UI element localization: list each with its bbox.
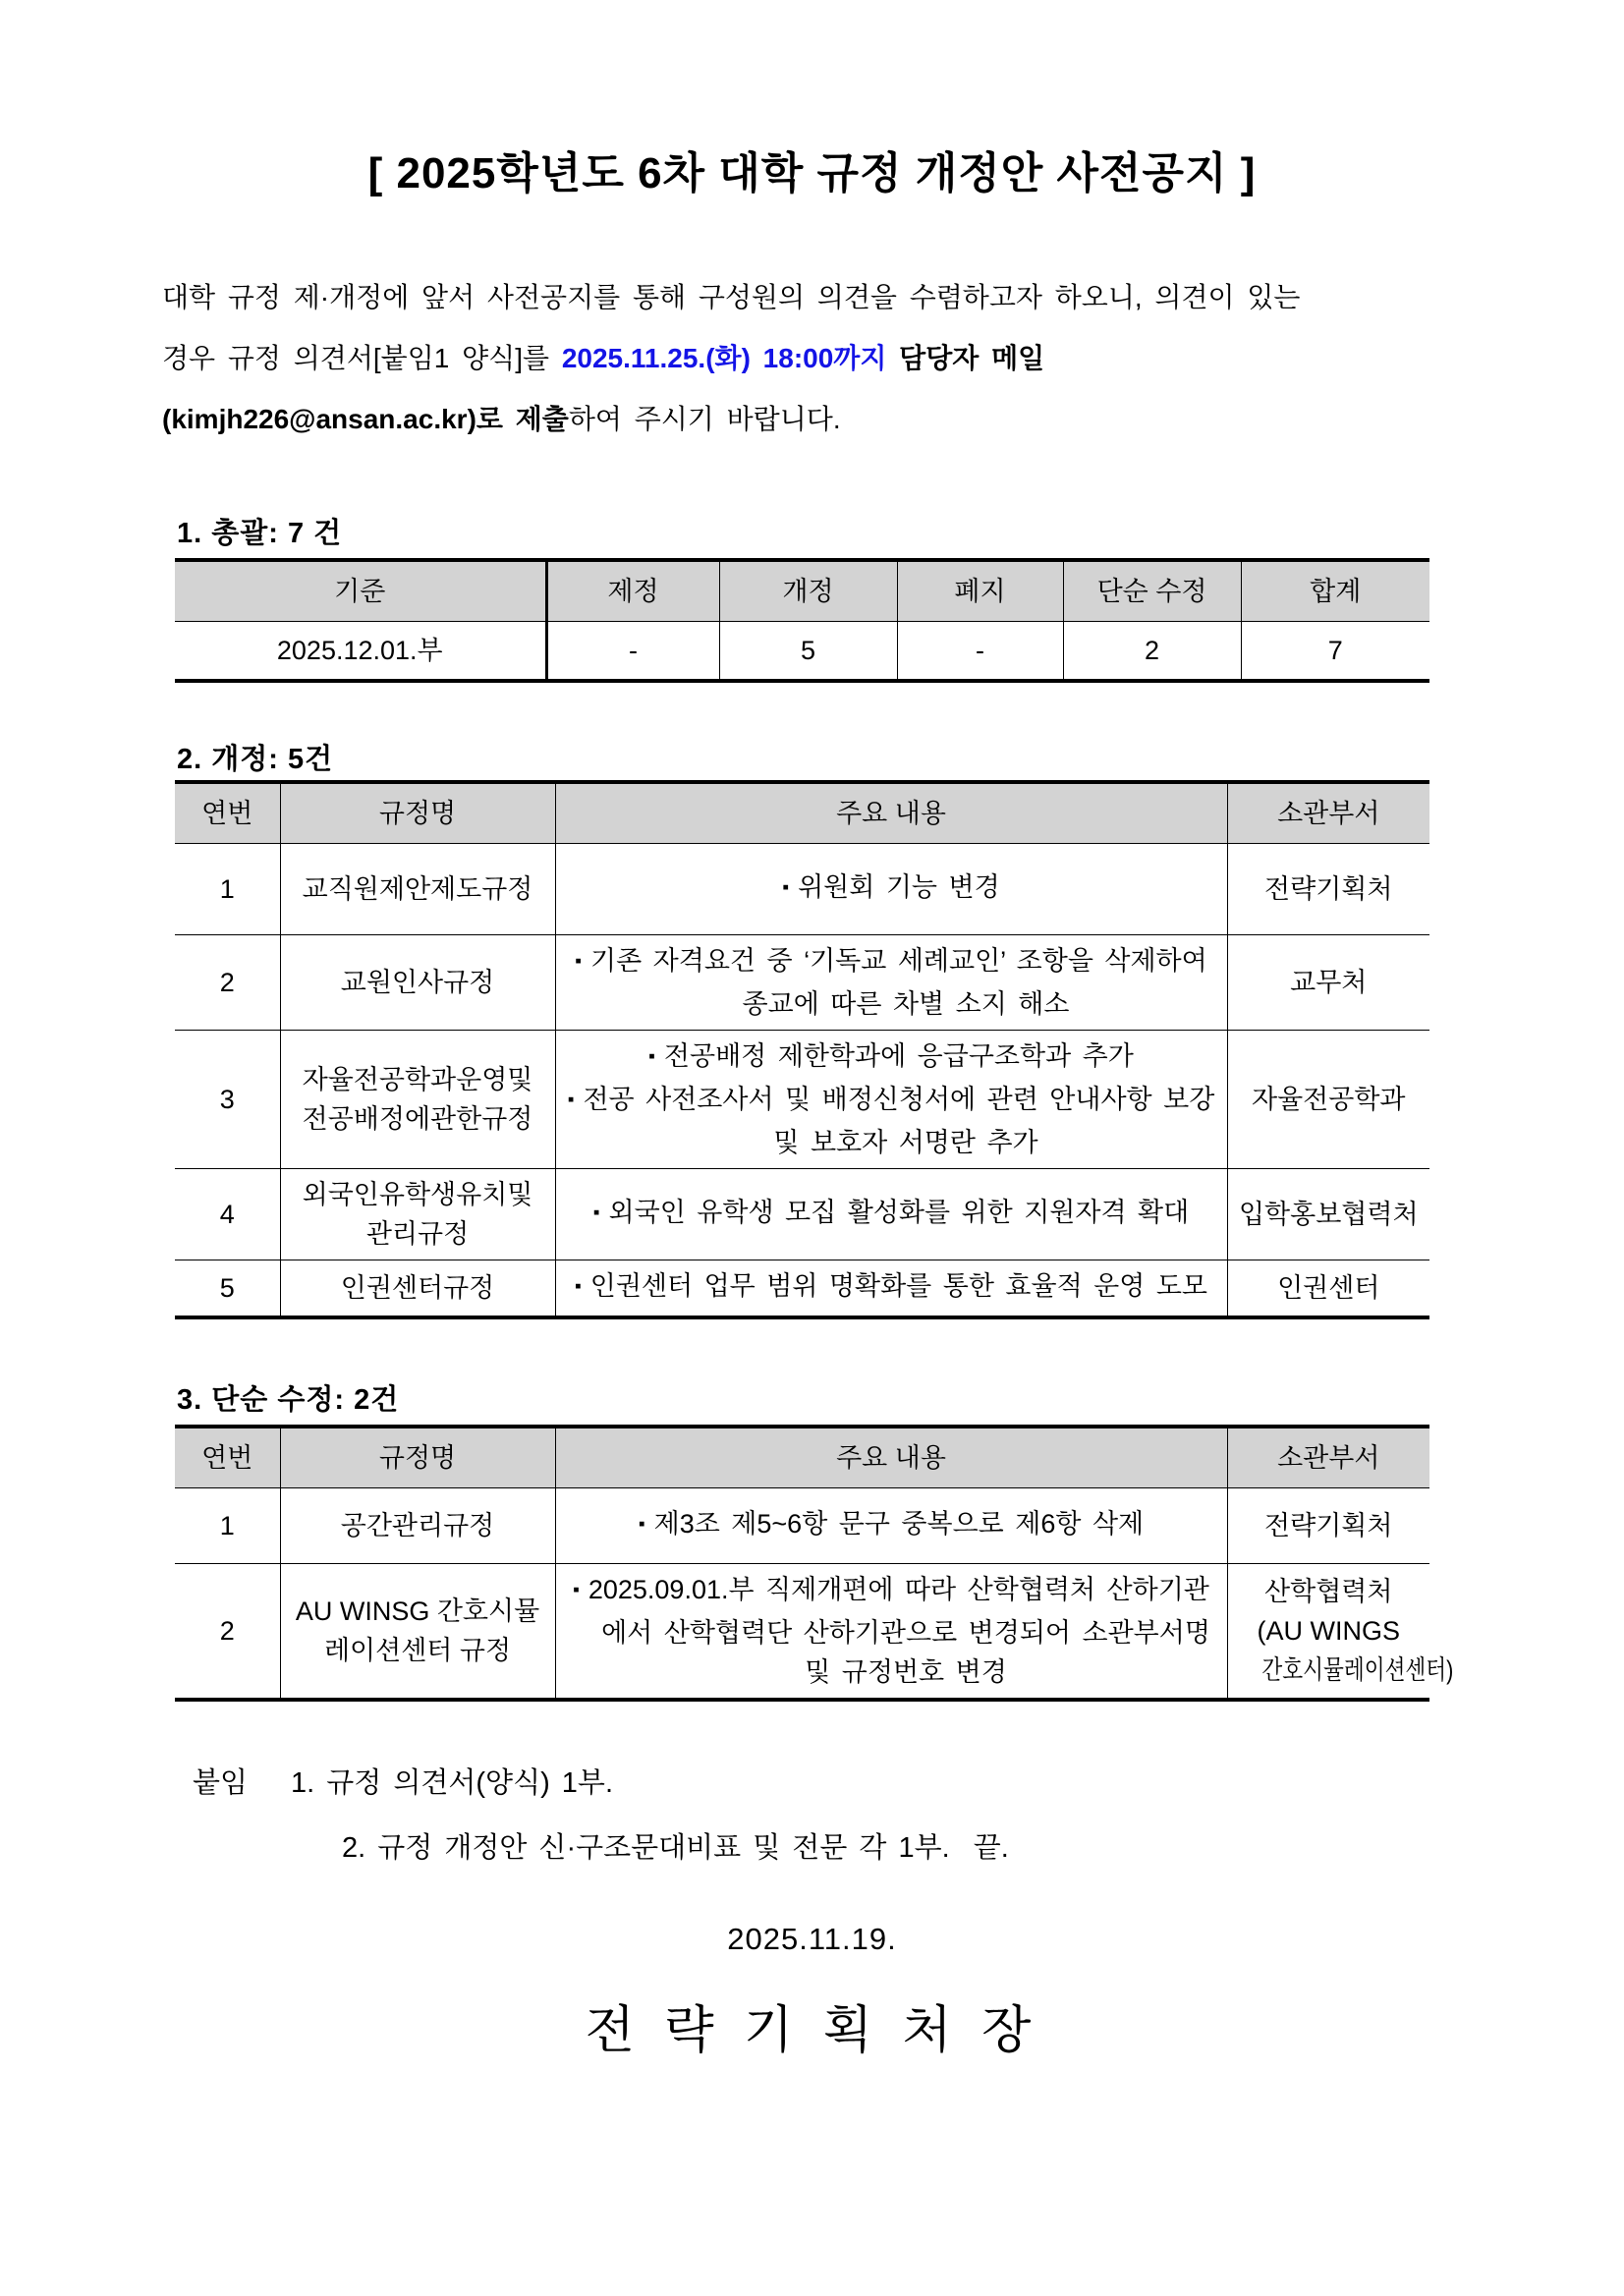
department: 전략기획처 <box>1227 1488 1429 1564</box>
section-3-heading: 3. 단순 수정: 2건 <box>177 1384 400 1416</box>
main-content: ▪ 제3조 제5~6항 문구 중복으로 제6항 삭제 <box>555 1488 1227 1564</box>
column-header-no: 연번 <box>175 1427 280 1488</box>
main-content: ▪ 인권센터 업무 범위 명확화를 통한 효율적 운영 도모 <box>555 1260 1227 1318</box>
column-header-content: 주요 내용 <box>555 782 1227 844</box>
row-number: 3 <box>175 1031 280 1169</box>
regulation-name: 외국인유학생유치및관리규정 <box>280 1169 555 1260</box>
department: 인권센터 <box>1227 1260 1429 1318</box>
department: 입학홍보협력처 <box>1227 1169 1429 1260</box>
bullet-icon: ▪ <box>592 1203 600 1223</box>
column-header-abolished: 폐지 <box>897 560 1063 622</box>
column-header-regulation: 규정명 <box>280 782 555 844</box>
intro-line-2-post: 담당자 메일 <box>886 343 1045 373</box>
regulation-name: 인권센터규정 <box>280 1260 555 1318</box>
summary-total-count: 7 <box>1241 622 1429 682</box>
column-header-total: 합계 <box>1241 560 1429 622</box>
main-content: ▪ 외국인 유학생 모집 활성화를 위한 지원자격 확대 <box>555 1169 1227 1260</box>
regulation-name: 교원인사규정 <box>280 935 555 1031</box>
row-number: 2 <box>175 935 280 1031</box>
simple-edits-table <box>175 1425 1453 1702</box>
summary-enacted-count: - <box>546 622 719 682</box>
intro-line-3-rest: 하여 주시기 바랍니다. <box>568 404 841 434</box>
deadline-text: 2025.11.25.(화) 18:00까지 <box>561 343 887 373</box>
table-row <box>175 1488 1429 1564</box>
summary-revised-count: 5 <box>719 622 897 682</box>
department: 자율전공학과 <box>1227 1031 1429 1169</box>
column-header-department: 소관부서 <box>1227 782 1429 844</box>
attachment-line-2: 2. 규정 개정안 신·구조문대비표 및 전문 각 1부. 끝. <box>342 1832 1009 1864</box>
department: 교무처 <box>1227 935 1429 1031</box>
summary-header-row <box>175 560 1429 622</box>
bullet-icon: ▪ <box>648 1046 655 1067</box>
main-content: ▪ 전공배정 제한학과에 응급구조학과 추가 ▪ 전공 사전조사서 및 배정신청서에 관련 안내사항 보강 및 보호자 서명란 추가 <box>555 1031 1227 1169</box>
regulation-name: 교직원제안제도규정 <box>280 844 555 935</box>
intro-paragraph <box>162 267 1444 450</box>
intro-line-2 <box>162 328 1444 389</box>
department <box>1227 1564 1453 1701</box>
summary-data-row <box>175 622 1429 682</box>
section-2-heading: 2. 개정: 5건 <box>177 744 334 775</box>
attachment-line-1: 붙임 1. 규정 의견서(양식) 1부. <box>193 1767 614 1799</box>
column-header-enacted: 제정 <box>546 560 719 622</box>
column-header-simple-edit: 단순 수정 <box>1063 560 1241 622</box>
bullet-icon: ▪ <box>567 1090 575 1110</box>
table-row <box>175 1031 1429 1169</box>
intro-line-2-pre: 경우 규정 의견서[붙임1 양식]를 <box>162 343 562 373</box>
simple-edits-header-row <box>175 1427 1429 1488</box>
row-number: 2 <box>175 1564 280 1701</box>
column-header-base: 기준 <box>175 560 546 622</box>
table-row <box>175 935 1429 1031</box>
bullet-icon: ▪ <box>575 951 582 972</box>
bullet-icon: ▪ <box>638 1514 645 1535</box>
row-number: 4 <box>175 1169 280 1260</box>
contact-email: (kimjh226@ansan.ac.kr)로 제출 <box>162 404 569 434</box>
bullet-icon: ▪ <box>782 877 790 898</box>
revisions-header-row <box>175 782 1429 844</box>
summary-abolished-count: - <box>897 622 1063 682</box>
summary-simple-edit-count: 2 <box>1063 622 1241 682</box>
regulation-name: AU WINSG 간호시뮬레이션센터 규정 <box>280 1564 555 1701</box>
column-header-content: 주요 내용 <box>555 1427 1227 1488</box>
column-header-regulation: 규정명 <box>280 1427 555 1488</box>
intro-line-3 <box>162 389 1444 450</box>
attachment-label: 붙임 <box>193 1767 249 1799</box>
regulation-name: 자율전공학과운영및전공배정에관한규정 <box>280 1031 555 1169</box>
document-title: [ 2025학년도 6차 대학 규정 개정안 사전공지 ] <box>367 149 1257 197</box>
table-row <box>175 1260 1429 1318</box>
department-line-1: 산학협력처 <box>1264 1577 1393 1606</box>
main-content: ▪ 기존 자격요건 중 ‘기독교 세례교인’ 조항을 삭제하여 종교에 따른 차별 소지 해소 <box>555 935 1227 1031</box>
revisions-table <box>175 780 1429 1319</box>
table-row <box>175 1169 1429 1260</box>
intro-line-1: 대학 규정 제·개정에 앞서 사전공지를 통해 구성원의 의견을 수렴하고자 하오니, 의견이 있는 <box>162 282 1301 312</box>
department-line-2: (AU WINGS <box>1257 1616 1400 1646</box>
department: 전략기획처 <box>1227 844 1429 935</box>
section-1-heading: 1. 총괄: 7 건 <box>177 518 343 549</box>
summary-table <box>175 558 1429 683</box>
issue-date: 2025.11.19. <box>727 1922 897 1956</box>
column-header-no: 연번 <box>175 782 280 844</box>
main-content: ▪ 2025.09.01.부 직제개편에 따라 산학협력처 산하기관에서 산학협력단 산하기관으로 변경되어 소관부서명 및 규정번호 변경 <box>555 1564 1227 1701</box>
row-number: 1 <box>175 844 280 935</box>
table-row <box>175 844 1429 935</box>
issuer-signature: 전 략 기 획 처 장 <box>585 2002 1039 2059</box>
regulation-name: 공간관리규정 <box>280 1488 555 1564</box>
attachments-note <box>193 1764 1009 1868</box>
bullet-icon: ▪ <box>573 1580 580 1600</box>
column-header-revised: 개정 <box>719 560 897 622</box>
bullet-icon: ▪ <box>575 1276 582 1297</box>
row-number: 5 <box>175 1260 280 1318</box>
column-header-department: 소관부서 <box>1227 1427 1429 1488</box>
row-number: 1 <box>175 1488 280 1564</box>
table-row <box>175 1564 1429 1701</box>
department-line-3: 간호시뮬레이션센터) <box>1260 1655 1453 1685</box>
summary-base-date: 2025.12.01.부 <box>175 622 546 682</box>
main-content: ▪ 위원회 기능 변경 <box>555 844 1227 935</box>
